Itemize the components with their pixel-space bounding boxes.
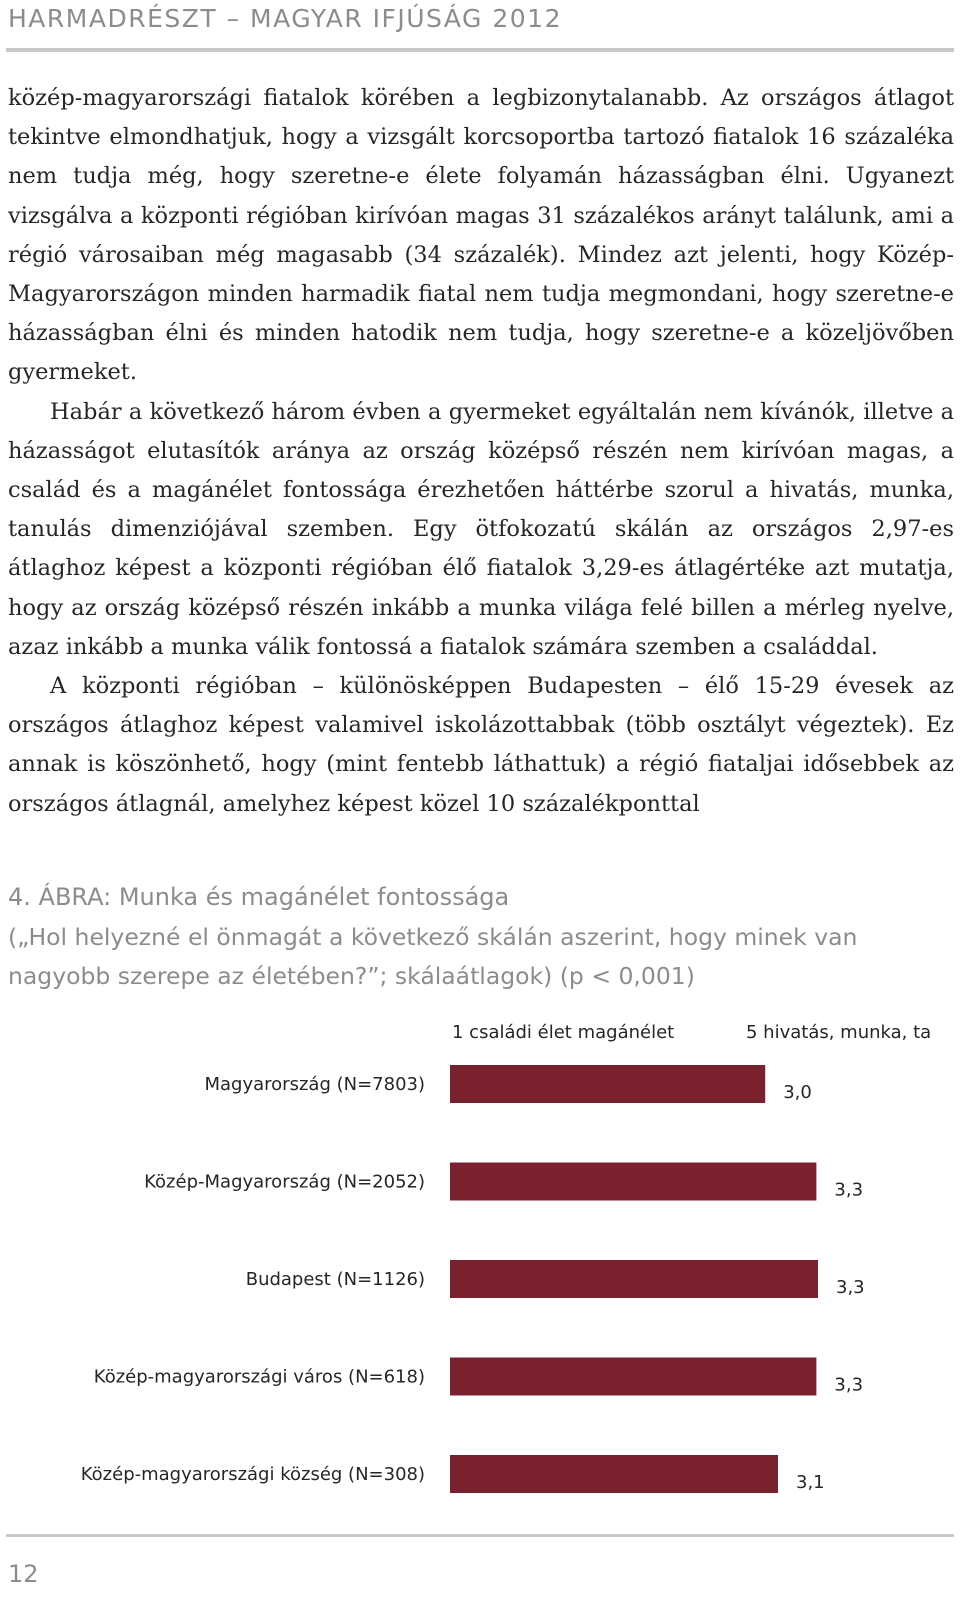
page-number: 12 [8,1560,39,1588]
paragraph: A központi régióban – különösképpen Budapesten – élő 15-29 évesek az országos átlaghoz képest valamivel iskolázottabbak (több osztályt végeztek). Ez annak is köszönhető, hogy (mint fentebb láthattuk) a régió fiataljai idősebbek az országos átlagnál, amelyhez képest közel 10 százalékponttal [8,673,954,817]
bar [450,1260,818,1298]
figure-subtitle: („Hol helyezné el önmagát a következő skálán aszerint, hogy minek van nagyobb szerepe az életében?”; skálaátlagok) (p < 0,001) [8,923,858,990]
figure-title: 4. ÁBRA: Munka és magánélet fontossága [8,883,510,911]
value-label: 3,3 [834,1374,864,1396]
category-label: Közép-magyarországi város (N=618) [93,1366,425,1388]
bar [450,1163,816,1201]
category-label: Budapest (N=1126) [245,1269,425,1290]
paragraph: közép-magyarországi fiatalok körében a legbizonytalanabb. Az országos átlagot tekintve elmondhatjuk, hogy a vizsgált korcsoportba tartozó fiatalok 16 százaléka nem tudja még, hogy szeretne-e élete folyamán házasságban élni. Ugyanezt vizsgálva a központi régióban kirívóan magas 31 százalékos arányt találunk, ami a régió városaiban még magasabb (34 százalék). Mindez azt jelenti, hogy Közép-Magyarországon minden harmadik fiatal nem tudja megmondani, hogy szeretne-e házasságban élni és minden hatodik nem tudja, hogy szeretne-e a közeljövőben gyermeket. [8,85,954,386]
value-label: 3,3 [834,1179,864,1201]
value-label: 3,0 [783,1082,812,1103]
scale-right-label: 5 hivatás, munka, ta [746,1022,932,1043]
bar [450,1455,778,1493]
bar [450,1065,765,1103]
scale-left-label: 1 családi élet magánélet [452,1022,675,1043]
category-label: Közép-magyarországi község (N=308) [80,1464,425,1485]
category-label: Magyarország (N=7803) [204,1074,425,1095]
value-label: 3,1 [796,1472,825,1493]
category-label: Közép-Magyarország (N=2052) [144,1171,425,1193]
running-header: HARMADRÉSZT – MAGYAR IFJÚSÁG 2012 [8,4,562,33]
footer-divider [6,1534,954,1537]
bar [450,1358,816,1396]
value-label: 3,3 [836,1277,865,1298]
paragraph: Habár a következő három évben a gyermeket egyáltalán nem kívánók, illetve a házasságot elutasítók aránya az ország középső részén nem kirívóan magas, a család és a magánélet fontossága érezhetően háttérbe szorul a hivatás, munka, tanulás dimenziójával szemben. Egy ötfokozatú skálán az országos 2,97-es átlaghoz képest a központi régióban élő fiatalok 3,29-es átlagértéke azt mutatja, hogy az ország középső részén inkább a munka világa felé billen a mérleg nyelve, azaz inkább a munka válik fontossá a fiatalok számára szemben a családdal. [8,398,954,660]
